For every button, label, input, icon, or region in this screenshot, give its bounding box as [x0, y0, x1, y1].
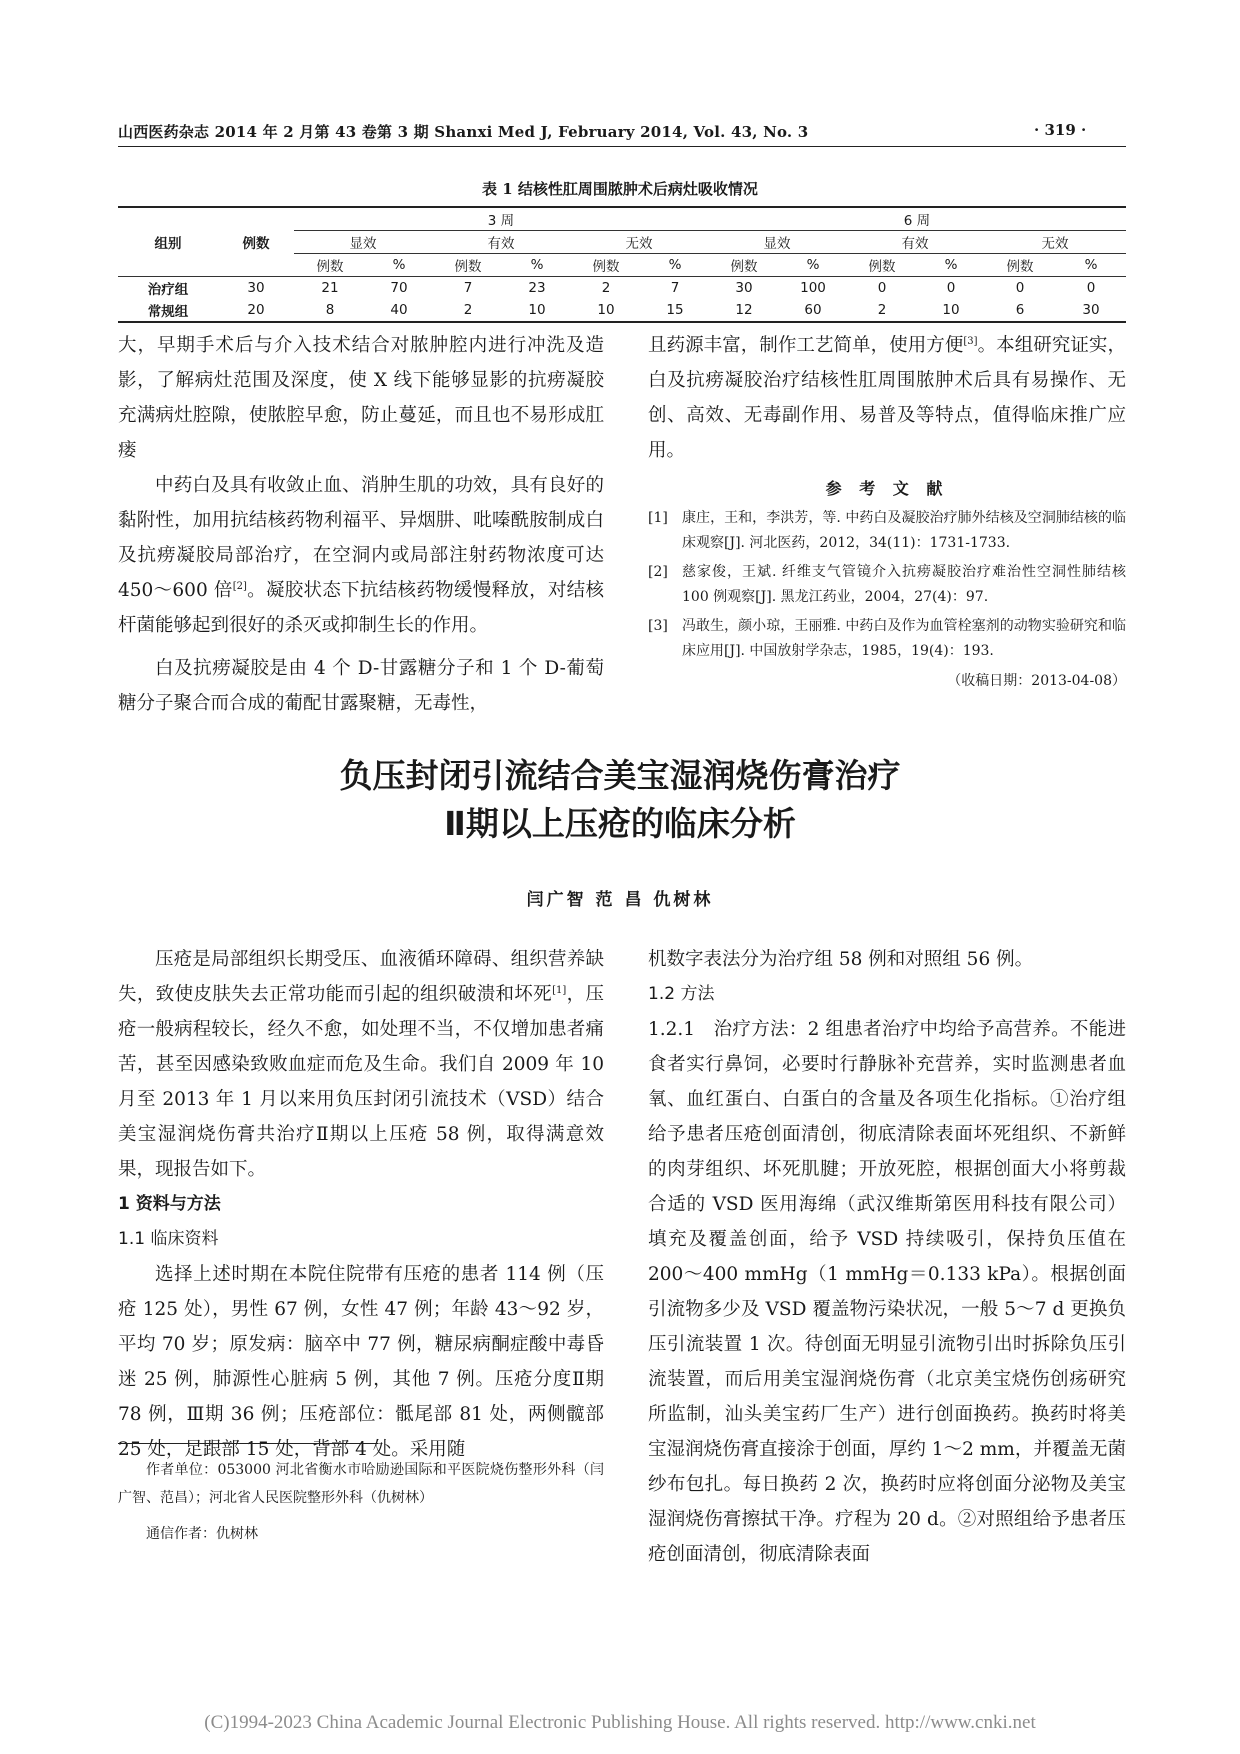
table-cell: 0: [984, 277, 1056, 300]
citation-ref: [3]: [963, 335, 978, 347]
table-caption: 表 1 结核性肛周围脓肿术后病灶吸收情况: [482, 180, 758, 198]
body-paragraph: [648, 328, 1126, 468]
table-cell: 21: [294, 277, 366, 300]
subsection-number: 1.2.1: [648, 1019, 696, 1040]
table-cell: 2: [846, 299, 918, 322]
article-left-column: [118, 942, 604, 1467]
reference-item: [648, 560, 1126, 610]
article-authors: 闫广智 范 昌 仇树林: [526, 890, 714, 910]
table-subheader: 例数: [730, 259, 758, 275]
results-table: [118, 206, 1126, 323]
article-title-line: Ⅱ期以上压疮的临床分析: [444, 804, 796, 843]
table-subheader: %: [806, 257, 820, 273]
table-cell: 30: [708, 277, 780, 300]
references-heading: 参 考 文 献: [825, 479, 949, 498]
journal-header: 山西医药杂志 2014 年 2 月第 43 卷第 3 期 Shanxi Med J, February 2014, Vol. 43, No. 3: [118, 123, 809, 141]
subsection-heading: 1.2 方法: [648, 984, 715, 1004]
body-paragraph: 白及抗痨凝胶是由 4 个 D-甘露糖分子和 1 个 D-葡萄糖分子聚合而合成的葡配甘露聚糖，无毒性，: [118, 658, 604, 714]
table-subheader: 例数: [454, 259, 482, 275]
copyright-notice: (C)1994-2023 China Academic Journal Electronic Publishing House. All rights reserved. http://www.cnki.net: [204, 1712, 1036, 1733]
table-row: [118, 299, 1126, 322]
paragraph-text: 中药白及具有收敛止血、消肿生肌的功效，具有良好的黏附性，加用抗结核药物利福平、异烟肼、吡嗪酰胺制成白及抗痨凝胶局部治疗，在空洞内或局部注射药物浓度可达 450～600 倍: [118, 475, 604, 601]
footnote-rule: [118, 1443, 378, 1444]
table-cell: 100: [780, 277, 846, 300]
table-subheader: 例数: [1006, 259, 1034, 275]
page-number: · 319 ·: [1034, 121, 1087, 139]
table-cell: 10: [570, 299, 642, 322]
reference-text: 慈家俊，王斌. 纤维支气管镜介入抗痨凝胶治疗难治性空洞性肺结核 100 例观察[J]. 黑龙江药业，2004，27(4)：97.: [682, 564, 1126, 605]
table-cell: 30: [1056, 299, 1126, 322]
paragraph-text: 治疗方法：2 组患者治疗中均给予高营养。不能进食者实行鼻饲，必要时行静脉补充营养，实时监测患者血氧、血红蛋白、白蛋白的含量及各项生化指标。①治疗组给予患者压疮创面清创，彻底清除表面坏死组织、不新鲜的肉芽组织、坏死肌腱；开放死腔，根据创面大小将剪裁合适的 VSD 医用海绵（武汉维斯第医用科技有限公司）填充及覆盖创面，给予 VSD 持续吸引，保持负压值在 200～400 mmHg（1 mmHg＝0.133 kPa）。根据创面引流物多少及 VSD 覆盖物污染状况，一般 5～7 d 更换负压引流装置 1 次。待创面无明显引流物引出时拆除负压引流装置，而后用美宝湿润烧伤膏（北京美宝烧伤创疡研究所监制，汕头美宝药厂生产）进行创面换药。换药时将美宝湿润烧伤膏直接涂于创面，厚约 1～2 mm，并覆盖无菌纱布包扎。每日换药 2 次，换药时应将创面分泌物及美宝湿润烧伤膏擦拭干净。疗程为 20 d。②对照组给予患者压疮创面清创，彻底清除表面: [648, 1019, 1126, 1565]
prev-article-right-column: [648, 328, 1126, 694]
table-cell: 10: [504, 299, 570, 322]
table-subheader: %: [668, 257, 682, 273]
table-cell: 2: [570, 277, 642, 300]
table-subheader: %: [392, 257, 406, 273]
table-header-period-3w: 3 周: [294, 207, 708, 231]
footnote: [118, 1456, 604, 1548]
table-header-outcome: 有效: [846, 231, 984, 254]
table-cell: 12: [708, 299, 780, 322]
reference-text: 冯敢生，颜小琼，王丽雅. 中药白及作为血管栓塞剂的动物实验研究和临床应用[J]. 中国放射学杂志，1985，19(4)：193.: [682, 618, 1126, 659]
received-date: （收稿日期：2013-04-08）: [947, 673, 1126, 689]
table-header-outcome: 无效: [570, 231, 708, 254]
footnote-contact: 通信作者：仇树林: [146, 1526, 258, 1542]
paragraph-text: 。本组研究证实，白及抗痨凝胶治疗结核性肛周围脓肿术后具有易操作、无创、高效、无毒副作用、易普及等特点，值得临床推广应用。: [648, 335, 1126, 461]
paragraph-text: 压疮是局部组织长期受压、血液循环障碍、组织营养缺失，致使皮肤失去正常功能而引起的组织破溃和坏死: [118, 949, 604, 1005]
reference-number: [3]: [648, 618, 668, 634]
paragraph-text: 且药源丰富，制作工艺简单，使用方便: [648, 335, 964, 356]
subsection-heading: 1.1 临床资料: [118, 1229, 219, 1249]
table-header-group: 组别: [118, 207, 218, 277]
footnote-affiliation: 作者单位：053000 河北省衡水市哈励逊国际和平医院烧伤整形外科（闫广智、范昌）；河北省人民医院整形外科（仇树林）: [118, 1462, 604, 1506]
article-title-line: 负压封闭引流结合美宝湿润烧伤膏治疗: [339, 756, 901, 795]
header-rule: [118, 146, 1126, 147]
body-paragraph: [118, 468, 604, 643]
table-cell: 10: [918, 299, 984, 322]
reference-item: [648, 506, 1126, 556]
prev-article-left-column: [118, 328, 604, 721]
table-header-outcome: 显效: [294, 231, 432, 254]
citation-ref: [1]: [552, 984, 567, 996]
table-header-period-6w: 6 周: [708, 207, 1126, 231]
table-cell: 60: [780, 299, 846, 322]
body-paragraph: [648, 1012, 1126, 1572]
table-cell: 7: [432, 277, 504, 300]
paragraph-text: 。凝胶状态下抗结核药物缓慢释放，对结核杆菌能够起到很好的杀灭或抑制生长的作用。: [118, 580, 604, 636]
article-right-column: [648, 942, 1126, 1572]
table-header-outcome: 无效: [984, 231, 1126, 254]
table-cell: 0: [846, 277, 918, 300]
table-cell-group: 治疗组: [118, 277, 218, 300]
table-header-outcome: 显效: [708, 231, 846, 254]
reference-text: 康庄，王和，李洪芳，等. 中药白及凝胶治疗肺外结核及空洞肺结核的临床观察[J]. 河北医药，2012，34(11)：1731-1733.: [682, 510, 1126, 551]
body-paragraph: [118, 942, 604, 1187]
table-subheader: %: [944, 257, 958, 273]
citation-ref: [2]: [232, 580, 247, 592]
table-cell: 70: [366, 277, 432, 300]
table-cell: 8: [294, 299, 366, 322]
section-heading: 1 资料与方法: [118, 1194, 221, 1214]
table-cell: 0: [1056, 277, 1126, 300]
references-list: [648, 506, 1126, 664]
table-subheader: %: [530, 257, 544, 273]
table-cell: 20: [218, 299, 294, 322]
reference-number: [1]: [648, 510, 668, 526]
body-paragraph: 大，早期手术后与介入技术结合对脓肿腔内进行冲洗及造影，了解病灶范围及深度，使 X 线下能够显影的抗痨凝胶充满病灶腔隙，使脓腔早愈，防止蔓延，而且也不易形成肛瘘: [118, 335, 604, 461]
table-cell-group: 常规组: [118, 299, 218, 322]
table-subheader: %: [1084, 257, 1098, 273]
table-row: [118, 277, 1126, 300]
table-subheader: 例数: [592, 259, 620, 275]
article-title: [0, 752, 1240, 848]
table-cell: 7: [642, 277, 708, 300]
table-cell: 23: [504, 277, 570, 300]
table-cell: 2: [432, 299, 504, 322]
paragraph-text: ，压疮一般病程较长，经久不愈，如处理不当，不仅增加患者痛苦，甚至因感染致败血症而危及生命。我们自 2009 年 10 月至 2013 年 1 月以来用负压封闭引流技术（VSD）结合美宝湿润烧伤膏共治疗Ⅱ期以上压疮 58 例，取得满意效果，现报告如下。: [118, 984, 604, 1180]
table-cell: 40: [366, 299, 432, 322]
table-cell: 6: [984, 299, 1056, 322]
table-header-outcome: 有效: [432, 231, 570, 254]
reference-number: [2]: [648, 564, 668, 580]
table-cell: 15: [642, 299, 708, 322]
table-subheader: 例数: [868, 259, 896, 275]
table-header-cases: 例数: [218, 207, 294, 277]
table-subheader: 例数: [316, 259, 344, 275]
body-paragraph: 机数字表法分为治疗组 58 例和对照组 56 例。: [648, 949, 1034, 970]
table-cell: 30: [218, 277, 294, 300]
reference-item: [648, 614, 1126, 664]
table-cell: 0: [918, 277, 984, 300]
body-paragraph: 选择上述时期在本院住院带有压疮的患者 114 例（压疮 125 处），男性 67 例，女性 47 例；年龄 43～92 岁，平均 70 岁；原发病：脑卒中 77 例，糖尿病酮症酸中毒昏迷 25 例，肺源性心脏病 5 例，其他 7 例。压疮分度Ⅱ期 78 例，Ⅲ期 36 例；压疮部位：骶尾部 81 处，两侧髋部 25 处，足跟部 15 处，背部 4 处。采用随: [118, 1264, 604, 1460]
